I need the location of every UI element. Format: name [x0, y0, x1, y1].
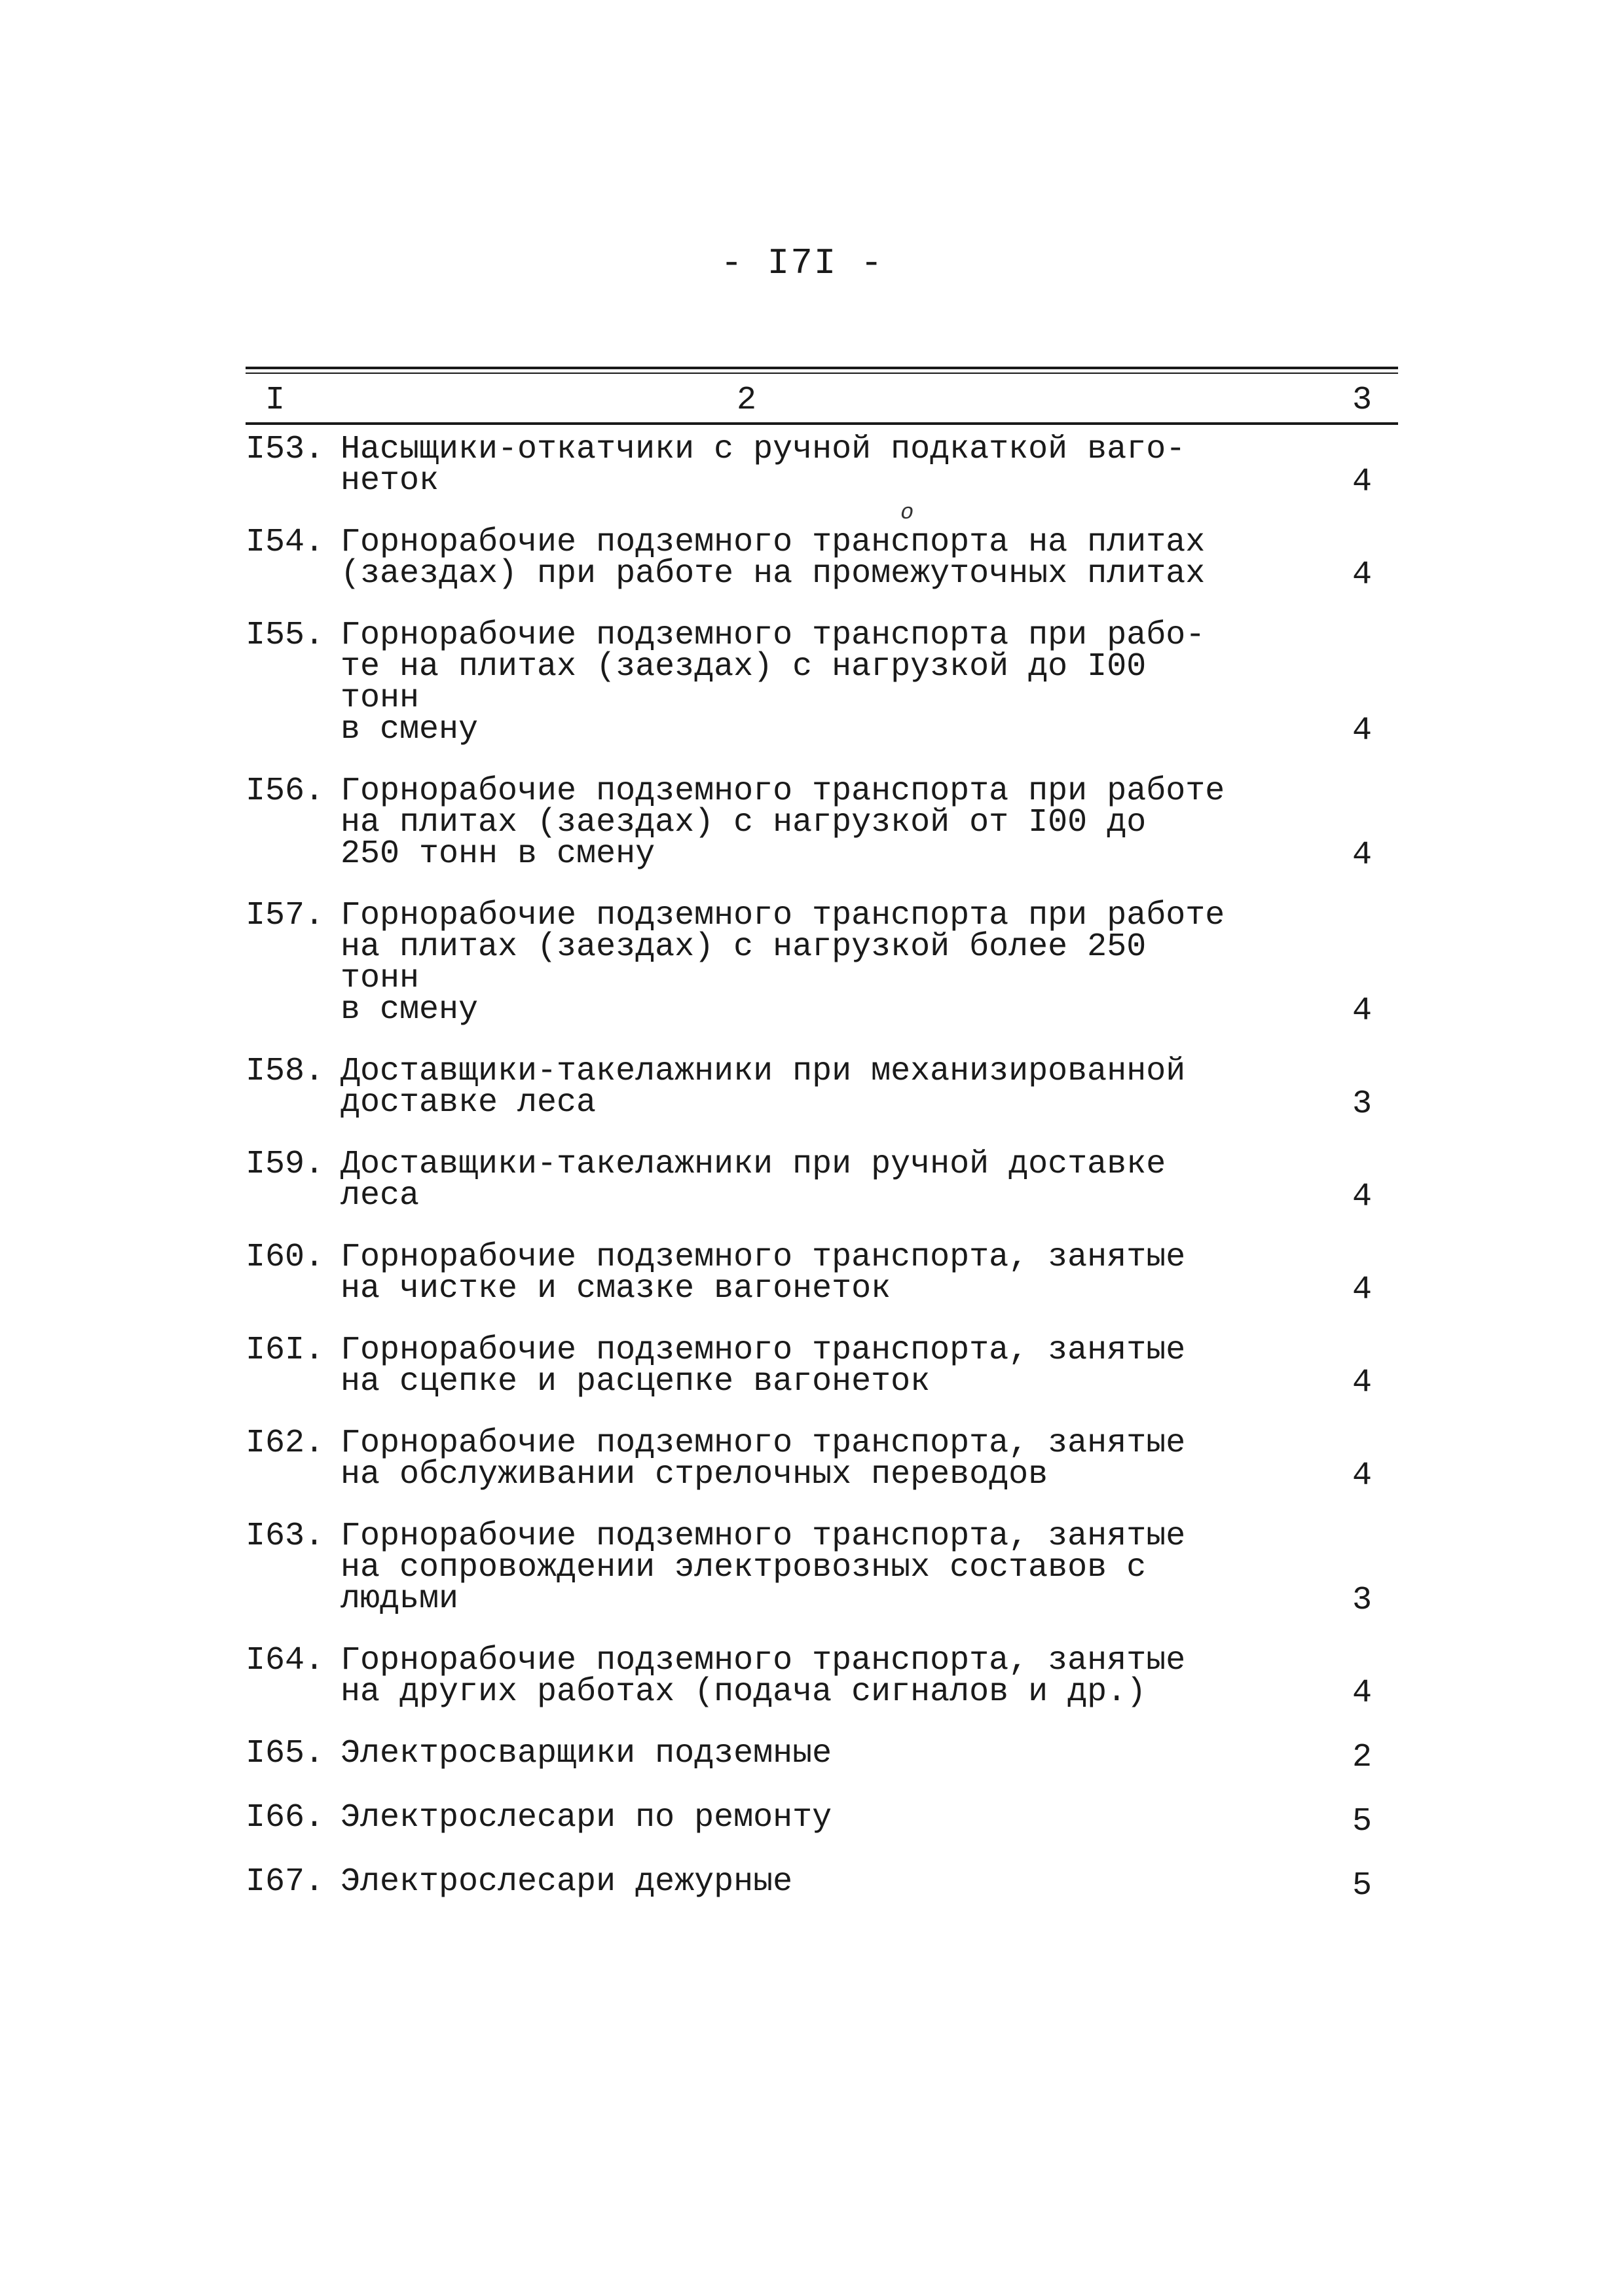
- row-text: Насыщики-откатчики с ручной подкаткой ваго- неток: [341, 431, 1186, 500]
- row-text: Горнорабочие подземного транспорта при работе на плитах (заездах) с нагрузкой от I00 до 250 тонн в смену: [341, 773, 1225, 873]
- row-value: 5: [1352, 1803, 1372, 1840]
- row-number: I62.: [246, 1425, 325, 1462]
- row-number: I53.: [246, 431, 325, 468]
- table-header-rule: [246, 422, 1398, 425]
- table-row: [246, 1518, 1398, 1619]
- row-number: I60.: [246, 1239, 325, 1276]
- row-text: Электрослесари дежурные: [341, 1863, 793, 1901]
- row-text: Доставщики-такелажники при механизированной доставке леса: [341, 1053, 1186, 1121]
- row-text: Горнорабочие подземного транспорта на плитах (заездах) при работе на промежуточных плитах: [341, 524, 1206, 592]
- row-number: I57.: [246, 897, 325, 934]
- table-row: [246, 431, 1398, 501]
- table-row: [246, 1146, 1398, 1216]
- row-number: I54.: [246, 524, 325, 561]
- table-row: [246, 1332, 1398, 1402]
- row-value: 4: [1352, 1457, 1372, 1495]
- row-text: Горнорабочие подземного транспорта, занятые на обслуживании стрелочных переводов: [341, 1425, 1186, 1493]
- table-row: [246, 617, 1398, 750]
- row-text: Горнорабочие подземного транспорта при рабо- те на плитах (заездах) с нагрузкой до I00 тонн в смену: [341, 617, 1206, 748]
- row-text: Электрослесари по ремонту: [341, 1799, 832, 1836]
- row-number: I55.: [246, 617, 325, 654]
- table-row: [246, 1053, 1398, 1123]
- row-text: Горнорабочие подземного транспорта, занятые на сцепке и расцепке вагонеток: [341, 1332, 1186, 1400]
- row-text: Горнорабочие подземного транспорта, занятые на сопровождении электровозных составов с людьми: [341, 1518, 1186, 1618]
- page-number: - I7I -: [720, 242, 884, 284]
- row-text: Доставщики-такелажники при ручной доставке леса: [341, 1146, 1166, 1214]
- row-text: Горнорабочие подземного транспорта, занятые на других работах (подача сигналов и др.): [341, 1642, 1186, 1711]
- row-value: 4: [1352, 712, 1372, 750]
- table-row: [246, 897, 1398, 1030]
- row-number: I66.: [246, 1799, 325, 1836]
- row-number: I56.: [246, 773, 325, 810]
- row-value: 3: [1352, 1085, 1372, 1123]
- header-col-3: 3: [1352, 382, 1372, 419]
- row-value: 4: [1352, 464, 1372, 501]
- table-row: [246, 1799, 1398, 1840]
- header-col-1: I: [265, 382, 286, 419]
- row-number: I58.: [246, 1053, 325, 1090]
- row-value: 4: [1352, 993, 1372, 1030]
- table-row: [246, 773, 1398, 874]
- table-body: [246, 431, 1398, 1904]
- row-value: 4: [1352, 556, 1372, 594]
- row-text: Электросварщики подземные: [341, 1735, 832, 1772]
- row-number: I67.: [246, 1863, 325, 1901]
- row-number: I65.: [246, 1735, 325, 1772]
- row-value: 3: [1352, 1582, 1372, 1619]
- table-row: [246, 1239, 1398, 1309]
- row-value: 4: [1352, 837, 1372, 874]
- row-value: 4: [1352, 1271, 1372, 1309]
- table-header: [246, 374, 1398, 420]
- row-value: 4: [1352, 1675, 1372, 1712]
- row-value: 5: [1352, 1867, 1372, 1904]
- handwritten-mark: о: [900, 501, 914, 526]
- row-number: I6I.: [246, 1332, 325, 1369]
- row-value: 2: [1352, 1739, 1372, 1776]
- table-row: [246, 1642, 1398, 1712]
- table-top-rule: [246, 367, 1398, 374]
- table-row: [246, 1425, 1398, 1495]
- table-row: [246, 524, 1398, 594]
- table-row: [246, 1735, 1398, 1776]
- row-text: Горнорабочие подземного транспорта при работе на плитах (заездах) с нагрузкой более 250 тонн в смену: [341, 897, 1225, 1029]
- row-number: I63.: [246, 1518, 325, 1555]
- table-row: [246, 1863, 1398, 1904]
- row-value: 4: [1352, 1178, 1372, 1216]
- row-text: Горнорабочие подземного транспорта, занятые на чистке и смазке вагонеток: [341, 1239, 1186, 1307]
- header-col-2: 2: [737, 382, 757, 419]
- row-number: I59.: [246, 1146, 325, 1183]
- professions-table: [246, 367, 1398, 1904]
- row-number: I64.: [246, 1642, 325, 1679]
- row-value: 4: [1352, 1364, 1372, 1402]
